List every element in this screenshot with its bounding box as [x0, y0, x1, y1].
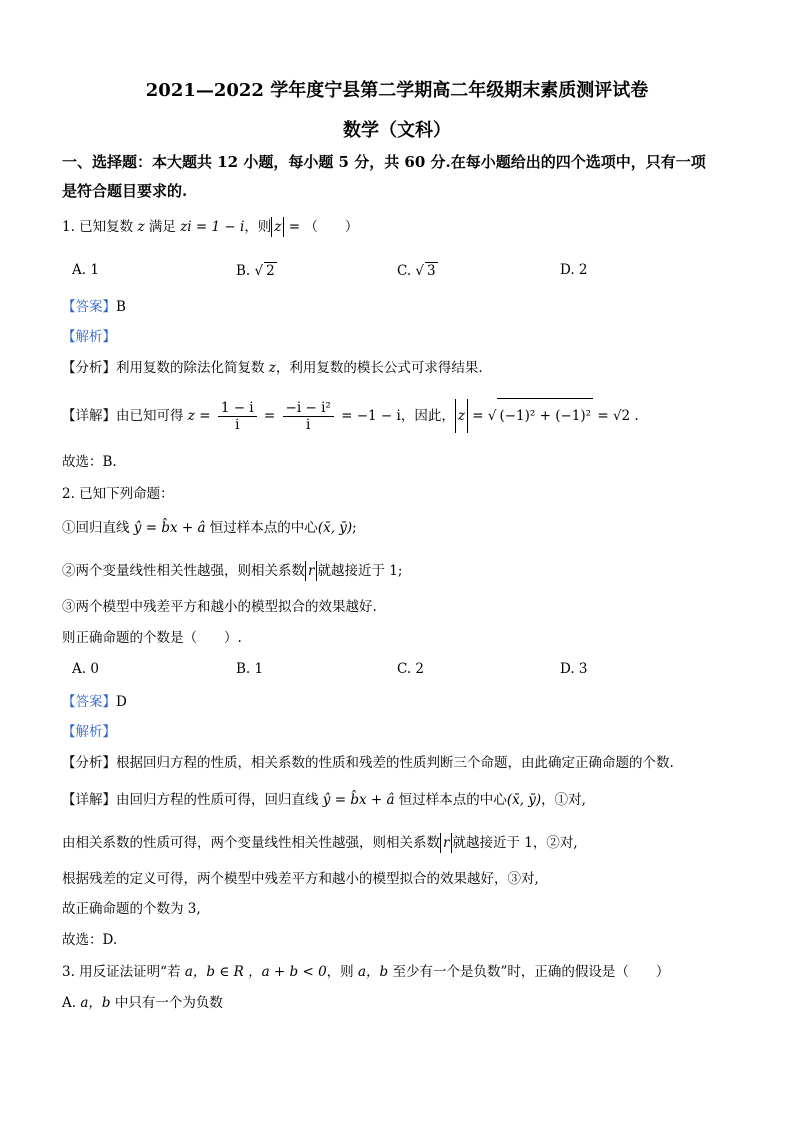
q1-option-b-label: B.	[236, 263, 251, 279]
q1-answer-value: B	[116, 299, 126, 315]
q2-p2-abs-r: r	[305, 561, 317, 581]
q2-fenxi	[62, 753, 674, 773]
q1-option-c-value: 3	[427, 263, 436, 279]
q1-xiangjie-final: = √2 .	[597, 408, 639, 424]
q3-option-a-text: 中只有一个为负数	[110, 995, 223, 1011]
q2-analysis-tag: 【解析】	[62, 724, 116, 740]
q2-xj1-point: (x̄, ȳ)	[506, 792, 542, 808]
q1-fraction-2-den: i	[306, 417, 311, 433]
q1-fraction-2	[283, 400, 334, 433]
q1-xiangjie-var: z	[187, 408, 195, 424]
q1-stem-text: 1. 已知复数	[62, 219, 138, 235]
q3-option-a-label: A.	[62, 995, 81, 1011]
q1-fraction-1-den: i	[235, 417, 240, 433]
q3-stem-text: 3. 用反证法证明“若	[62, 964, 185, 980]
q2-p1-point: (x̄, ȳ)	[317, 520, 353, 536]
q1-stem-text-4: = （ ）	[284, 219, 359, 235]
q2-option-c: C. 2	[397, 661, 425, 677]
q1-abs-z: z	[271, 217, 284, 237]
q2-xiangjie-4: 故正确命题的个数为 3,	[62, 901, 201, 917]
q1-fraction-1-num: 1 − i	[218, 400, 257, 417]
q2-p2-text-2: 就越接近于 1;	[317, 563, 403, 579]
q1-option-c-label: C.	[397, 263, 412, 279]
q1-option-a: A. 1	[72, 262, 99, 278]
xiangjie-tag: 【详解】	[62, 408, 116, 424]
q1-option-b-value: 2	[266, 263, 275, 279]
q3-condition: a，b ∈ R ，a + b < 0	[184, 964, 327, 980]
q1-option-d: D. 2	[560, 262, 588, 278]
page-title: 2021—2022 学年度宁县第二学期高二年级期末素质测评试卷	[145, 80, 649, 101]
q2-answer	[62, 692, 127, 712]
q2-conclusion: 故选：D.	[62, 932, 118, 948]
xiangjie-tag: 【详解】	[62, 792, 116, 808]
q1-stem-text-3: ，则	[244, 219, 272, 235]
q1-fraction-1	[218, 400, 257, 433]
q2-option-d: D. 3	[560, 661, 588, 677]
q2-xj2-text: 由相关系数的性质可得，两个变量线性相关性越强，则相关系数	[62, 835, 440, 851]
q2-stem: 2. 已知下列命题：	[62, 486, 174, 502]
q1-option-b: B. √ 2	[236, 263, 275, 279]
q2-xj1-text-3: ，①对,	[541, 792, 586, 808]
q2-answer-value: D	[116, 694, 127, 710]
answer-tag: 【答案】	[62, 694, 116, 710]
fenxi-tag: 【分析】	[62, 360, 116, 376]
page-subtitle: 数学（文科）	[343, 120, 451, 141]
q1-fenxi-var: z	[268, 360, 276, 376]
q3-option-a-vars: a，b	[80, 995, 111, 1011]
q2-p1-text: ①回归直线	[62, 520, 134, 536]
q2-proposition-1	[62, 518, 357, 538]
q3-option-a	[62, 993, 223, 1013]
q1-stem	[62, 217, 358, 237]
q1-conclusion: 故选：B.	[62, 454, 117, 470]
q2-xiangjie-2	[62, 833, 578, 853]
q1-var-z: z	[137, 219, 145, 235]
section-heading-line-1: 一、选择题：本大题共 12 小题，每小题 5 分，共 60 分.在每小题给出的四个选项中，只有一项	[62, 153, 706, 171]
q2-xj1-text: 由回归方程的性质可得，回归直线	[116, 792, 323, 808]
q1-fenxi-text-2: ，利用复数的模长公式可求得结果.	[275, 360, 483, 376]
q2-xiangjie-1	[62, 790, 586, 810]
q2-option-a: A. 0	[72, 661, 99, 677]
q2-xj2-text-2: 就越接近于 1，②对,	[452, 835, 578, 851]
q1-xiangjie-result: = −1 − i	[341, 408, 401, 424]
q2-option-b: B. 1	[236, 661, 264, 677]
q2-p1-equation: ŷ = b̂x + â	[133, 520, 206, 536]
q2-proposition-3: ③两个模型中残差平方和越小的模型拟合的效果越好.	[62, 599, 377, 615]
q3-vars: a，b	[357, 964, 389, 980]
q1-fraction-2-num: −i − i²	[283, 400, 334, 417]
q1-fenxi	[62, 358, 483, 378]
q2-xj1-equation: ŷ = b̂x + â	[322, 792, 395, 808]
q2-xj2-abs-r: r	[440, 833, 452, 853]
q1-stem-text-2: 满足	[144, 219, 181, 235]
q1-answer	[62, 297, 126, 317]
q2-p1-text-3: ;	[352, 520, 357, 536]
section-heading-line-2: 是符合题目要求的.	[62, 182, 188, 200]
q1-analysis-tag: 【解析】	[62, 329, 116, 345]
q3-stem	[62, 962, 669, 982]
q1-xiangjie-abs-z: z	[455, 399, 468, 433]
q2-fenxi-text: 根据回归方程的性质，相关系数的性质和残差的性质判断三个命题，由此确定正确命题的个数.	[116, 755, 674, 771]
q2-ask: 则正确命题的个数是（ ）.	[62, 630, 242, 646]
q2-xiangjie-3: 根据残差的定义可得，两个模型中残差平方和越小的模型拟合的效果越好，③对,	[62, 871, 539, 887]
q2-p2-text: ②两个变量线性相关性越强，则相关系数	[62, 563, 305, 579]
q2-xj1-text-2: 恒过样本点的中心	[394, 792, 507, 808]
q1-equation: zi = 1 − i	[180, 219, 245, 235]
q3-stem-text-3: 至少有一个是负数”时，正确的假设是（ ）	[388, 964, 670, 980]
q2-proposition-2	[62, 561, 402, 581]
q1-xiangjie-sqrt: (−1)² + (−1)²	[497, 398, 593, 433]
q1-xiangjie-text-2: ，因此，	[400, 408, 455, 424]
answer-tag: 【答案】	[62, 299, 116, 315]
fenxi-tag: 【分析】	[62, 755, 116, 771]
q3-stem-text-2: ，则	[326, 964, 358, 980]
q1-fenxi-text: 利用复数的除法化简复数	[116, 360, 269, 376]
q1-option-c: C. √ 3	[397, 263, 436, 279]
q1-xiangjie: 【详解】由已知可得 z = $\frac{1 - i}{i}$ = $\frac{\text{−i − i²}}{i}$ = −1 − i，因此， z = √ (−1)² + (−1)² = √2 .	[62, 400, 639, 433]
q2-p1-text-2: 恒过样本点的中心	[205, 520, 318, 536]
q1-xiangjie-text: 由已知可得	[116, 408, 188, 424]
